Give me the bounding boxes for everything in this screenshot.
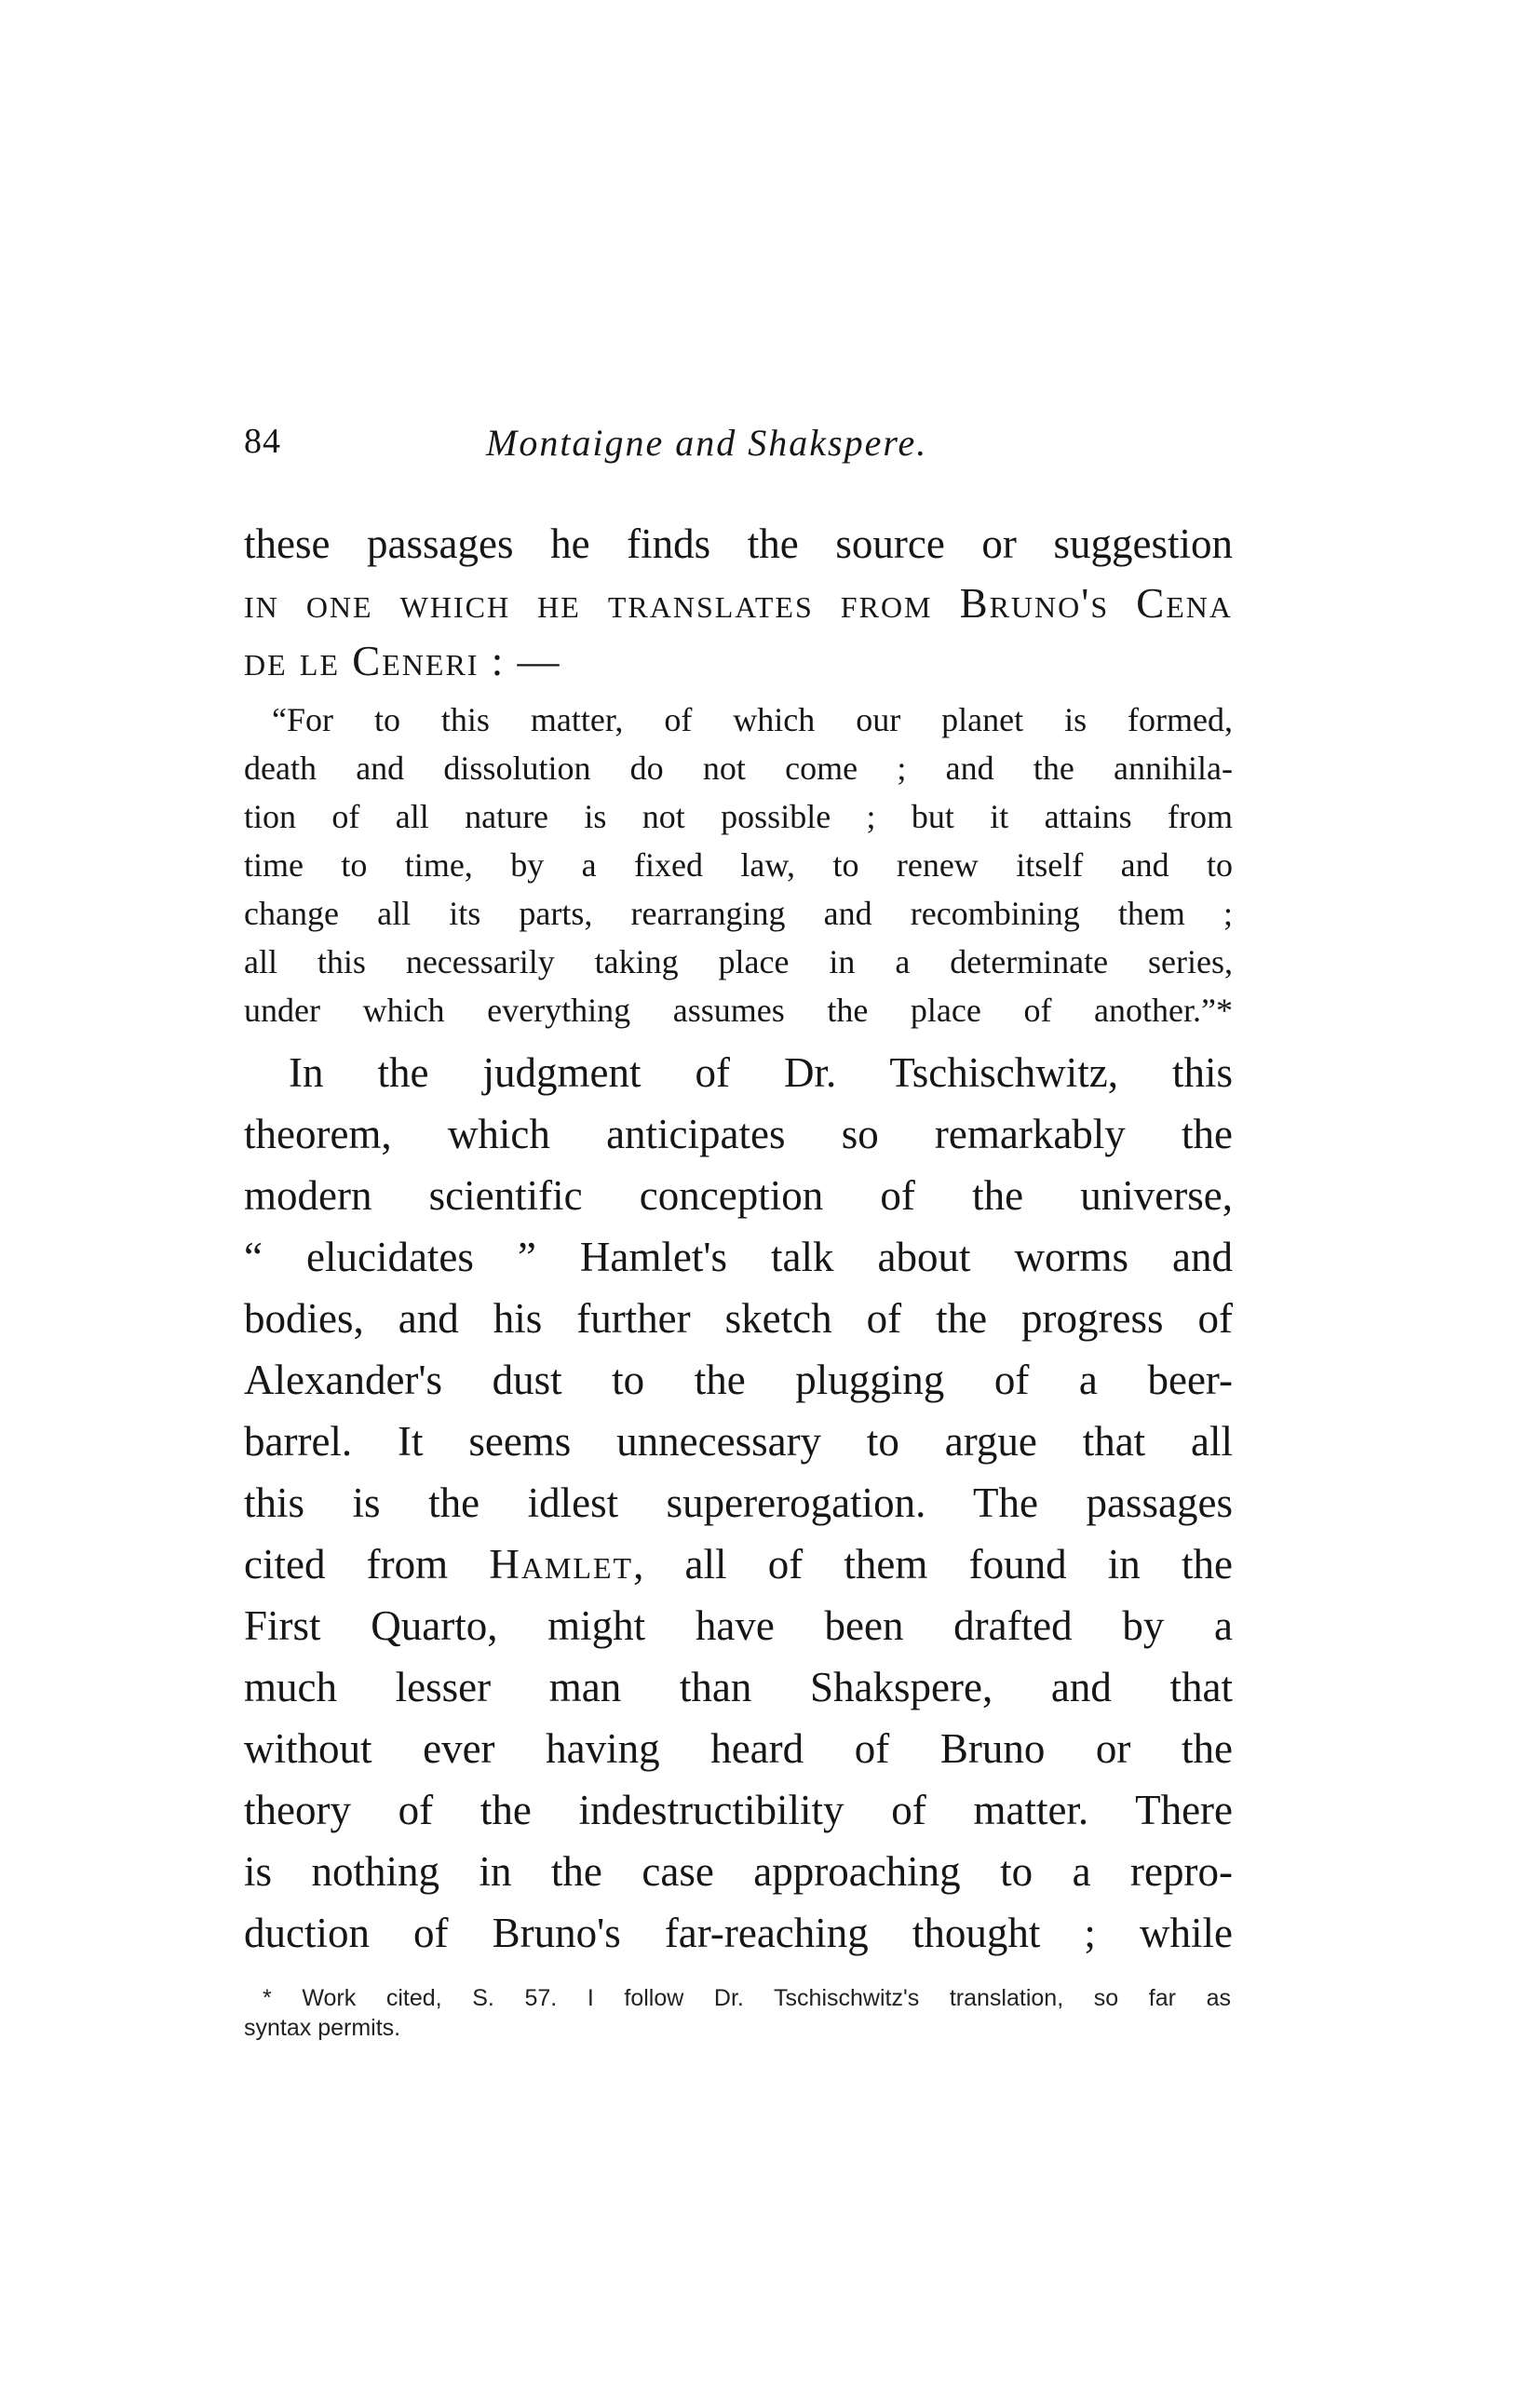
paragraph-line-4: “ elucidates ” Hamlet's talk about worms and bbox=[244, 1234, 1233, 1280]
paragraph-line-5: bodies, and his further sketch of the progress of bbox=[244, 1295, 1233, 1342]
paragraph-line-6: Alexander's dust to the plugging of a beer- bbox=[244, 1357, 1233, 1403]
page-header bbox=[244, 421, 1231, 467]
quote-line-1: “For to this matter, of which our planet is formed, bbox=[272, 701, 1233, 738]
paragraph-line-9-end: , all of them found in the bbox=[633, 1541, 1233, 1588]
paragraph-line-2: theorem, which anticipates so remarkably the bbox=[244, 1111, 1233, 1157]
quote-line-7: under which everything assumes the place of another.”* bbox=[244, 992, 1233, 1029]
hamlet-title: Hamlet bbox=[489, 1541, 634, 1588]
intro-line-1: these passages he finds the source or suggestion bbox=[244, 520, 1233, 567]
paragraph-line-15: duction of Bruno's far-reaching thought ; while bbox=[244, 1910, 1233, 1956]
paragraph-line-11: much lesser man than Shakspere, and that bbox=[244, 1664, 1233, 1710]
page-number: 84 bbox=[244, 422, 281, 461]
paragraph-line-12: without ever having heard of Bruno or the bbox=[244, 1725, 1233, 1772]
intro-line-3: de le Ceneri : — bbox=[244, 638, 561, 684]
paragraph-line-13: theory of the indestructibility of matter. There bbox=[244, 1787, 1233, 1833]
quote-line-4: time to time, by a fixed law, to renew itself and to bbox=[244, 846, 1233, 884]
quote-line-5: change all its parts, rearranging and recombining them ; bbox=[244, 895, 1233, 932]
paragraph-line-10: First Quarto, might have been drafted by a bbox=[244, 1602, 1233, 1649]
paragraph-line-9-start: cited from bbox=[244, 1541, 490, 1588]
paragraph-line-9 bbox=[244, 1536, 1233, 1592]
paragraph-line-1: In the judgment of Dr. Tschischwitz, this bbox=[289, 1049, 1233, 1096]
quote-line-6: all this necessarily taking place in a determinate series, bbox=[244, 943, 1233, 980]
quote-line-3: tion of all nature is not possible ; but it attains from bbox=[244, 798, 1233, 835]
paragraph-line-7: barrel. It seems unnecessary to argue that all bbox=[244, 1418, 1233, 1465]
paragraph-line-14: is nothing in the case approaching to a repro- bbox=[244, 1848, 1233, 1895]
paragraph-line-8: this is the idlest supererogation. The passages bbox=[244, 1479, 1233, 1526]
intro-line-2: in one which he translates from Bruno's Cena bbox=[244, 580, 1233, 627]
footnote-line-1: * Work cited, S. 57. I follow Dr. Tschischwitz's translation, so far as bbox=[263, 1985, 1231, 2011]
footnote-line-2: syntax permits. bbox=[244, 2015, 401, 2041]
paragraph-line-3: modern scientific conception of the universe, bbox=[244, 1172, 1233, 1219]
running-title: Montaigne and Shakspere. bbox=[486, 422, 928, 464]
quote-line-2: death and dissolution do not come ; and the annihila- bbox=[244, 750, 1233, 787]
